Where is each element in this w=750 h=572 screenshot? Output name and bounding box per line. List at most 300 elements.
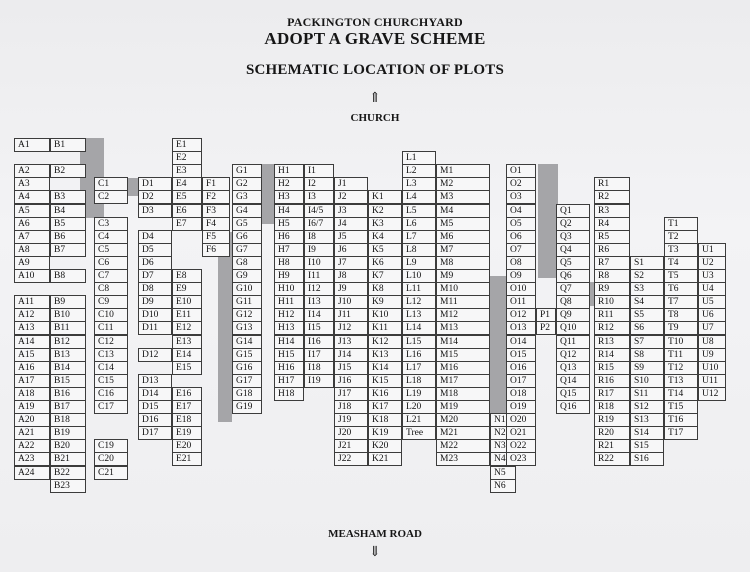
plot-o11: O11	[506, 295, 536, 309]
plot-u7: U7	[698, 321, 726, 335]
plot-b19: B19	[50, 426, 86, 440]
plot-j2: J2	[334, 190, 368, 204]
plot-g15: G15	[232, 348, 262, 362]
plot-s10: S10	[630, 374, 664, 388]
plot-h8: H8	[274, 256, 304, 270]
plot-c3: C3	[94, 217, 128, 231]
plot-a18: A18	[14, 387, 50, 401]
plot-t3: T3	[664, 243, 698, 257]
plot-u6: U6	[698, 308, 726, 322]
plot-g13: G13	[232, 321, 262, 335]
plot-r14: R14	[594, 348, 630, 362]
plot-j7: J7	[334, 256, 368, 270]
plot-a5: A5	[14, 204, 50, 218]
plot-k17: K17	[368, 400, 402, 414]
plot-a12: A12	[14, 308, 50, 322]
plot-r22: R22	[594, 452, 630, 466]
plot-b16: B16	[50, 387, 86, 401]
plot-q13: Q13	[556, 361, 590, 375]
plot-q1: Q1	[556, 204, 590, 218]
plot-i19: I19	[304, 374, 334, 388]
plot-t10: T10	[664, 335, 698, 349]
plot-e18: E18	[172, 413, 202, 427]
plot-s16: S16	[630, 452, 664, 466]
plot-r21: R21	[594, 439, 630, 453]
plot-b15: B15	[50, 374, 86, 388]
plot-l21: L21	[402, 413, 436, 427]
plot-r10: R10	[594, 295, 630, 309]
plot-a15: A15	[14, 348, 50, 362]
plot-l14: L14	[402, 321, 436, 335]
road-label: MEASHAM ROAD	[328, 528, 422, 540]
plot-h1: H1	[274, 164, 304, 178]
plot-b23: B23	[50, 479, 86, 493]
plot-h14: H14	[274, 335, 304, 349]
plot-i15: I15	[304, 321, 334, 335]
plot-l5: L5	[402, 204, 436, 218]
plot-r13: R13	[594, 335, 630, 349]
plot-h15: H15	[274, 348, 304, 362]
plot-m7: M7	[436, 243, 490, 257]
plot-j18: J18	[334, 400, 368, 414]
plot-m15: M15	[436, 348, 490, 362]
plot-b17: B17	[50, 400, 86, 414]
plot-g14: G14	[232, 335, 262, 349]
plot-m20: M20	[436, 413, 490, 427]
plot-l3: L3	[402, 177, 436, 191]
plot-i2: I2	[304, 177, 334, 191]
plot-s12: S12	[630, 400, 664, 414]
plot-h18: H18	[274, 387, 304, 401]
plot-t9: T9	[664, 321, 698, 335]
plot-c10: C10	[94, 308, 128, 322]
plot-d7: D7	[138, 269, 172, 283]
plot-m2: M2	[436, 177, 490, 191]
plot-s5: S5	[630, 308, 664, 322]
plot-b20: B20	[50, 439, 86, 453]
plot-u12: U12	[698, 387, 726, 401]
plot-a21: A21	[14, 426, 50, 440]
plot-c13: C13	[94, 348, 128, 362]
plot-k2: K2	[368, 204, 402, 218]
plot-d9: D9	[138, 295, 172, 309]
plot-l17: L17	[402, 361, 436, 375]
plot-f4: F4	[202, 217, 230, 231]
plot-o8: O8	[506, 256, 536, 270]
plot-e8: E8	[172, 269, 202, 283]
plot-n5: N5	[490, 466, 516, 480]
plot-j8: J8	[334, 269, 368, 283]
footpath	[260, 164, 274, 224]
plot-u4: U4	[698, 282, 726, 296]
plot-u1: U1	[698, 243, 726, 257]
plot-q7: Q7	[556, 282, 590, 296]
plot-d3: D3	[138, 204, 172, 218]
plot-d12: D12	[138, 348, 172, 362]
plot-l11: L11	[402, 282, 436, 296]
plot-k15: K15	[368, 374, 402, 388]
plot-c21: C21	[94, 466, 128, 480]
plot-m9: M9	[436, 269, 490, 283]
plot-g12: G12	[232, 308, 262, 322]
churchyard-name: PACKINGTON CHURCHYARD	[287, 15, 463, 29]
plot-a22: A22	[14, 439, 50, 453]
plot-c19: C19	[94, 439, 128, 453]
plot-l15: L15	[402, 335, 436, 349]
plot-r8: R8	[594, 269, 630, 283]
plot-k3: K3	[368, 217, 402, 231]
plot-m16: M16	[436, 361, 490, 375]
plot-a6: A6	[14, 217, 50, 231]
plot-i17: I17	[304, 348, 334, 362]
plot-o20: O20	[506, 413, 536, 427]
footpath	[218, 232, 232, 422]
plot-t8: T8	[664, 308, 698, 322]
plot-b13: B13	[50, 348, 86, 362]
plot-m6: M6	[436, 230, 490, 244]
plot-j1: J1	[334, 177, 368, 191]
plot-n1: N1	[490, 413, 516, 427]
plot-l7: L7	[402, 230, 436, 244]
plot-r20: R20	[594, 426, 630, 440]
plot-r12: R12	[594, 321, 630, 335]
plot-u2: U2	[698, 256, 726, 270]
plot-j22: J22	[334, 452, 368, 466]
plot-q4: Q4	[556, 243, 590, 257]
plot-e6: E6	[172, 204, 202, 218]
plot-i10: I10	[304, 256, 334, 270]
plot-l16: L16	[402, 348, 436, 362]
plot-b1: B1	[50, 138, 86, 152]
plot-m19: M19	[436, 400, 490, 414]
plot-o9: O9	[506, 269, 536, 283]
plot-b12: B12	[50, 335, 86, 349]
plot-j16: J16	[334, 374, 368, 388]
plot-a16: A16	[14, 361, 50, 375]
plot-t1: T1	[664, 217, 698, 231]
plot-b6: B6	[50, 230, 86, 244]
plot-o1: O1	[506, 164, 536, 178]
plot-k12: K12	[368, 335, 402, 349]
plot-q12: Q12	[556, 348, 590, 362]
plot-j9: J9	[334, 282, 368, 296]
plot-r11: R11	[594, 308, 630, 322]
plot-m10: M10	[436, 282, 490, 296]
plot-s1: S1	[630, 256, 664, 270]
plot-b18: B18	[50, 413, 86, 427]
plot-g8: G8	[232, 256, 262, 270]
plot-g17: G17	[232, 374, 262, 388]
plot-m22: M22	[436, 439, 490, 453]
plot-g1: G1	[232, 164, 262, 178]
plot-t16: T16	[664, 413, 698, 427]
plot-m18: M18	[436, 387, 490, 401]
plot-c5: C5	[94, 243, 128, 257]
plot-s11: S11	[630, 387, 664, 401]
plot-s15: S15	[630, 439, 664, 453]
plot-r19: R19	[594, 413, 630, 427]
plot-i8: I8	[304, 230, 334, 244]
plot-b10: B10	[50, 308, 86, 322]
plot-j14: J14	[334, 348, 368, 362]
plot-t2: T2	[664, 230, 698, 244]
plot-o19: O19	[506, 400, 536, 414]
plot-u5: U5	[698, 295, 726, 309]
plot-o10: O10	[506, 282, 536, 296]
plot-g6: G6	[232, 230, 262, 244]
plot-e11: E11	[172, 308, 202, 322]
plot-p1: P1	[536, 308, 556, 322]
plot-e20: E20	[172, 439, 202, 453]
plot-k16: K16	[368, 387, 402, 401]
plot-n6: N6	[490, 479, 516, 493]
plot-o18: O18	[506, 387, 536, 401]
plot-c12: C12	[94, 335, 128, 349]
plot-q2: Q2	[556, 217, 590, 231]
plot-r5: R5	[594, 230, 630, 244]
plot-k7: K7	[368, 269, 402, 283]
plot-e14: E14	[172, 348, 202, 362]
church-label: CHURCH	[350, 112, 400, 124]
plot-j21: J21	[334, 439, 368, 453]
plot-a1: A1	[14, 138, 50, 152]
plot-i18: I18	[304, 361, 334, 375]
plot-i12: I12	[304, 282, 334, 296]
plot-d1: D1	[138, 177, 172, 191]
plot-o4: O4	[506, 204, 536, 218]
plot-m17: M17	[436, 374, 490, 388]
plot-a4: A4	[14, 190, 50, 204]
plot-m21: M21	[436, 426, 490, 440]
plot-o7: O7	[506, 243, 536, 257]
plot-e3: E3	[172, 164, 202, 178]
plot-o14: O14	[506, 335, 536, 349]
plot-e17: E17	[172, 400, 202, 414]
plot-a7: A7	[14, 230, 50, 244]
plot-a19: A19	[14, 400, 50, 414]
plot-o16: O16	[506, 361, 536, 375]
plot-g18: G18	[232, 387, 262, 401]
plot-tree: Tree	[402, 426, 436, 440]
plot-h9: H9	[274, 269, 304, 283]
plot-d2: D2	[138, 190, 172, 204]
plot-j5: J5	[334, 230, 368, 244]
plot-t7: T7	[664, 295, 698, 309]
plot-l9: L9	[402, 256, 436, 270]
plot-j19: J19	[334, 413, 368, 427]
plot-o3: O3	[506, 190, 536, 204]
plot-g9: G9	[232, 269, 262, 283]
plot-j4: J4	[334, 217, 368, 231]
plot-h4: H4	[274, 204, 304, 218]
plot-j12: J12	[334, 321, 368, 335]
plot-r1: R1	[594, 177, 630, 191]
plot-q11: Q11	[556, 335, 590, 349]
plot-t11: T11	[664, 348, 698, 362]
plot-i11: I11	[304, 269, 334, 283]
plot-l18: L18	[402, 374, 436, 388]
plot-o5: O5	[506, 217, 536, 231]
plot-b7: B7	[50, 243, 86, 257]
plot-s2: S2	[630, 269, 664, 283]
plot-g2: G2	[232, 177, 262, 191]
plot-g19: G19	[232, 400, 262, 414]
plot-l10: L10	[402, 269, 436, 283]
plot-k20: K20	[368, 439, 402, 453]
plot-o17: O17	[506, 374, 536, 388]
plot-m13: M13	[436, 321, 490, 335]
plot-q8: Q8	[556, 295, 590, 309]
down-arrow-icon: ⇓	[369, 545, 381, 560]
plot-j17: J17	[334, 387, 368, 401]
plot-a3: A3	[14, 177, 50, 191]
plot-f6: F6	[202, 243, 230, 257]
plot-o23: O23	[506, 452, 536, 466]
plot-f1: F1	[202, 177, 230, 191]
plot-r9: R9	[594, 282, 630, 296]
plot-g11: G11	[232, 295, 262, 309]
plot-s8: S8	[630, 348, 664, 362]
plot-f2: F2	[202, 190, 230, 204]
plot-e4: E4	[172, 177, 202, 191]
plot-e7: E7	[172, 217, 202, 231]
plot-c7: C7	[94, 269, 128, 283]
plot-d16: D16	[138, 413, 172, 427]
plot-d8: D8	[138, 282, 172, 296]
plot-k18: K18	[368, 413, 402, 427]
plot-d5: D5	[138, 243, 172, 257]
plot-b22: B22	[50, 466, 86, 480]
plot-q14: Q14	[556, 374, 590, 388]
plot-a23: A23	[14, 452, 50, 466]
plot-j3: J3	[334, 204, 368, 218]
plot-l19: L19	[402, 387, 436, 401]
plot-j20: J20	[334, 426, 368, 440]
plot-b2: B2	[50, 164, 86, 178]
plot-e19: E19	[172, 426, 202, 440]
plot-o2: O2	[506, 177, 536, 191]
plot-r15: R15	[594, 361, 630, 375]
plot-m3: M3	[436, 190, 490, 204]
plot-h3: H3	[274, 190, 304, 204]
plot-h17: H17	[274, 374, 304, 388]
plot-k1: K1	[368, 190, 402, 204]
plot-a8: A8	[14, 243, 50, 257]
plot-k5: K5	[368, 243, 402, 257]
plot-q9: Q9	[556, 308, 590, 322]
plot-k4: K4	[368, 230, 402, 244]
plot-b5: B5	[50, 217, 86, 231]
plot-d13: D13	[138, 374, 172, 388]
plot-b3: B3	[50, 190, 86, 204]
plot-m1: M1	[436, 164, 490, 178]
plot-r6: R6	[594, 243, 630, 257]
plot-q15: Q15	[556, 387, 590, 401]
plot-c4: C4	[94, 230, 128, 244]
plot-g7: G7	[232, 243, 262, 257]
plot-e15: E15	[172, 361, 202, 375]
plot-i16: I16	[304, 335, 334, 349]
plot-e1: E1	[172, 138, 202, 152]
plot-s13: S13	[630, 413, 664, 427]
plot-s7: S7	[630, 335, 664, 349]
plot-b9: B9	[50, 295, 86, 309]
plot-l6: L6	[402, 217, 436, 231]
plot-h6: H6	[274, 230, 304, 244]
plot-h5: H5	[274, 217, 304, 231]
plot-b21: B21	[50, 452, 86, 466]
plot-l4: L4	[402, 190, 436, 204]
plot-o12: O12	[506, 308, 536, 322]
plot-p2: P2	[536, 321, 556, 335]
plot-d10: D10	[138, 308, 172, 322]
plot-t15: T15	[664, 400, 698, 414]
plot-q5: Q5	[556, 256, 590, 270]
plot-d17: D17	[138, 426, 172, 440]
plot-s6: S6	[630, 321, 664, 335]
plot-i13: I13	[304, 295, 334, 309]
plot-m8: M8	[436, 256, 490, 270]
plot-g5: G5	[232, 217, 262, 231]
plot-n3: N3	[490, 439, 516, 453]
plot-r16: R16	[594, 374, 630, 388]
plot-g10: G10	[232, 282, 262, 296]
plot-q6: Q6	[556, 269, 590, 283]
plot-c17: C17	[94, 400, 128, 414]
plot-c11: C11	[94, 321, 128, 335]
plot-j10: J10	[334, 295, 368, 309]
plot-i1: I1	[304, 164, 334, 178]
plot-l8: L8	[402, 243, 436, 257]
plot-c2: C2	[94, 190, 128, 204]
plot-u8: U8	[698, 335, 726, 349]
plot-a14: A14	[14, 335, 50, 349]
plot-o13: O13	[506, 321, 536, 335]
plot-k21: K21	[368, 452, 402, 466]
plot-q16: Q16	[556, 400, 590, 414]
plot-a17: A17	[14, 374, 50, 388]
plot-m5: M5	[436, 217, 490, 231]
plot-s3: S3	[630, 282, 664, 296]
plot-k13: K13	[368, 348, 402, 362]
plot-n2: N2	[490, 426, 516, 440]
plot-m12: M12	[436, 308, 490, 322]
plot-h7: H7	[274, 243, 304, 257]
plot-h12: H12	[274, 308, 304, 322]
plot-g16: G16	[232, 361, 262, 375]
plot-c20: C20	[94, 452, 128, 466]
plot-n4: N4	[490, 452, 516, 466]
plot-c1: C1	[94, 177, 128, 191]
plot-b8: B8	[50, 269, 86, 283]
plot-e2: E2	[172, 151, 202, 165]
plot-l2: L2	[402, 164, 436, 178]
plot-a20: A20	[14, 413, 50, 427]
plot-d4: D4	[138, 230, 172, 244]
plot-f5: F5	[202, 230, 230, 244]
plot-k6: K6	[368, 256, 402, 270]
up-arrow-icon: ⇑	[369, 91, 381, 106]
plot-i3: I3	[304, 190, 334, 204]
plot-t6: T6	[664, 282, 698, 296]
plot-k19: K19	[368, 426, 402, 440]
plot-d6: D6	[138, 256, 172, 270]
plot-l13: L13	[402, 308, 436, 322]
plot-o21: O21	[506, 426, 536, 440]
plot-e9: E9	[172, 282, 202, 296]
plot-s4: S4	[630, 295, 664, 309]
plot-c8: C8	[94, 282, 128, 296]
